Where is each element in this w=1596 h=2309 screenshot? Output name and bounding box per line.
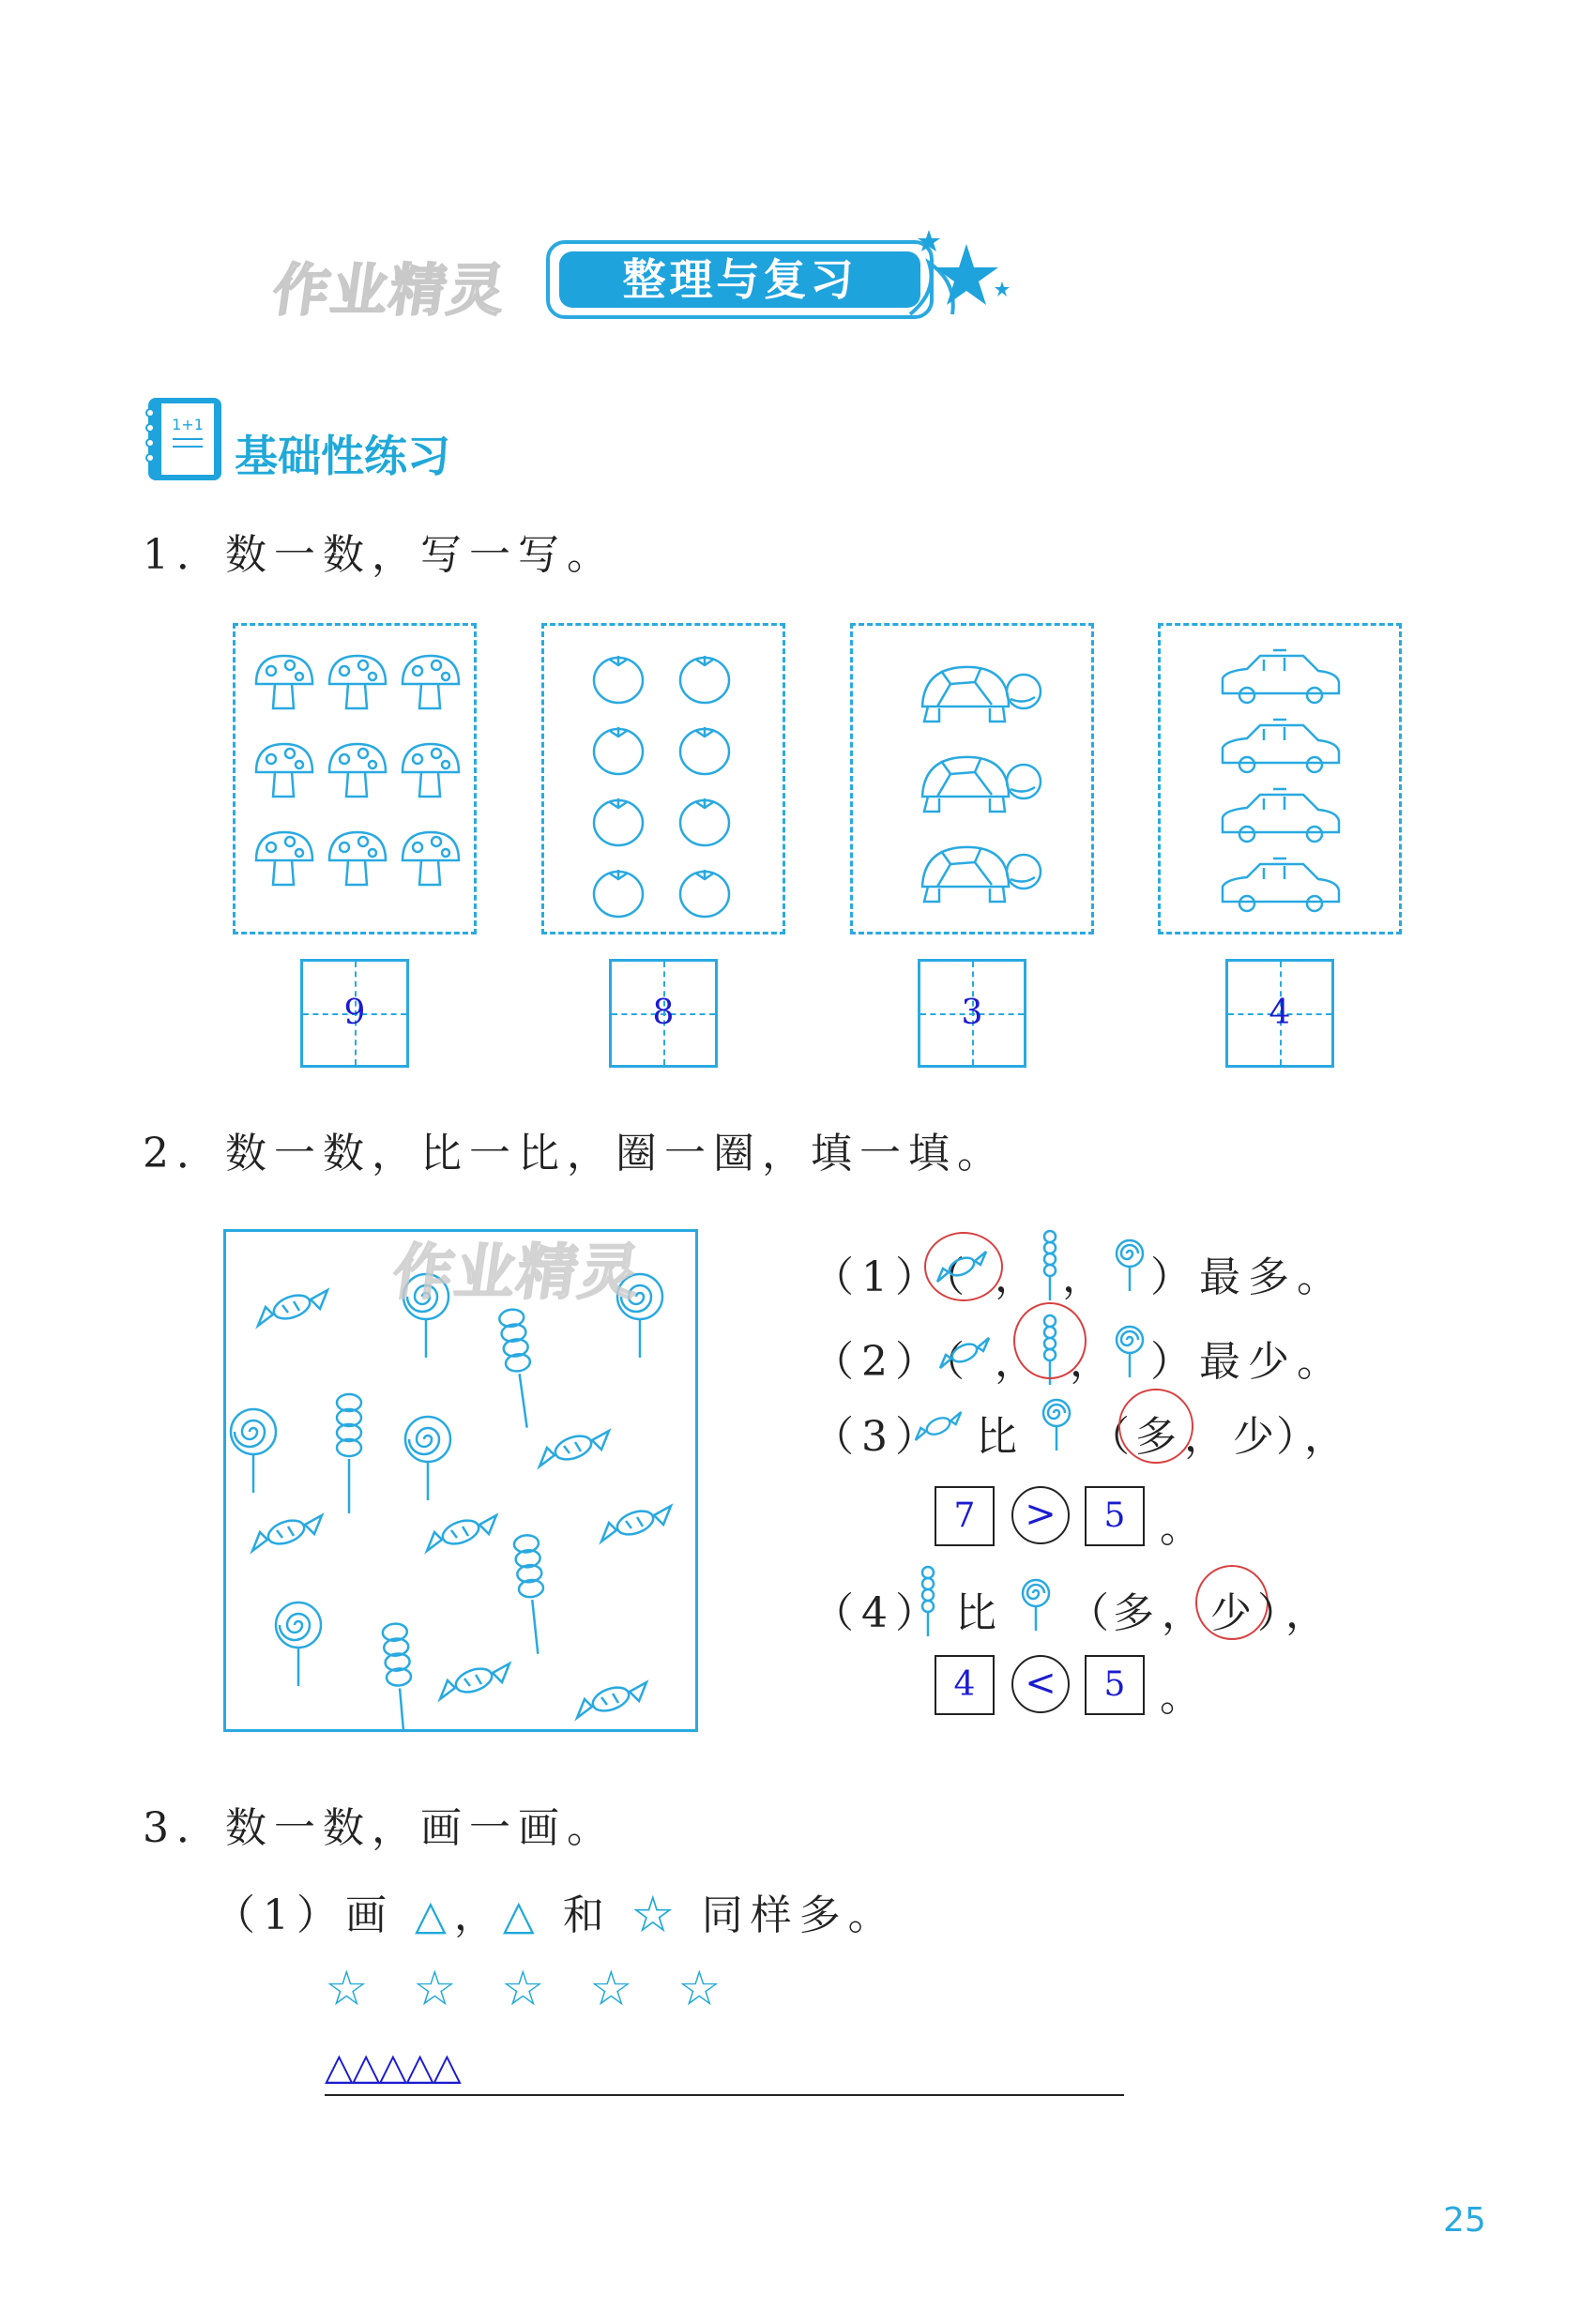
star-icon: ☆: [325, 1961, 369, 2017]
mushroom-icon: [403, 832, 459, 885]
star-icon: ☆: [413, 1961, 457, 2017]
star-icon: ☆: [677, 1961, 722, 2017]
candy-icon: [258, 1290, 327, 1326]
q1-box-mushrooms: [233, 623, 477, 934]
q2-p4-prefix: （4）: [813, 1589, 944, 1637]
q2-p4-sep: ，: [1162, 1589, 1210, 1637]
skewer-icon: [382, 1623, 417, 1729]
tomato-icon: [544, 626, 783, 932]
turtle-icon: [922, 847, 1041, 902]
q1-box-cars: [1158, 623, 1402, 934]
banner: [546, 240, 934, 319]
candy-icon: [577, 1682, 646, 1718]
q2-p4-duo: 多: [1113, 1589, 1162, 1637]
tomato-icon: [594, 656, 643, 703]
triangle-icon: △: [502, 1891, 542, 1939]
lollipop-icon: [1040, 1396, 1073, 1452]
q2-p3-close: ），: [1276, 1413, 1353, 1461]
q2-p4-close: ），: [1257, 1589, 1334, 1637]
tomato-icon: [594, 870, 643, 917]
q1-answer-box[interactable]: [918, 959, 1026, 1068]
triangle-icon: △: [415, 1891, 454, 1939]
q2-p4-right-box[interactable]: 5: [1085, 1655, 1145, 1715]
turtle-icon: [922, 757, 1041, 812]
tomato-icon: [594, 798, 643, 845]
q2-p3-period: 。: [1160, 1504, 1208, 1552]
q2-prompt: 2．数一数，比一比，圈一圈，填一填。: [143, 1130, 1006, 1177]
q1-answer: 4: [1269, 994, 1291, 1032]
mushroom-icon: [256, 656, 312, 708]
q2-p3-shao: 少: [1233, 1413, 1282, 1461]
mushroom-icon: [329, 656, 386, 708]
lollipop-icon: [1113, 1323, 1147, 1379]
turtle-icon: [853, 626, 1091, 932]
q2-p4-shao: 少: [1210, 1589, 1259, 1637]
banner-title: 整理与复习: [559, 251, 920, 308]
q2-p3-right-box[interactable]: 5: [1085, 1486, 1145, 1546]
lollipop-icon: [1113, 1237, 1147, 1293]
star-decoration-icon: [901, 225, 1013, 328]
star-icon: ☆: [589, 1961, 633, 2017]
tomato-icon: [680, 870, 729, 917]
q2-p1-comma: ，: [995, 1253, 1043, 1301]
q2-p2-prefix: （2）（: [813, 1338, 972, 1386]
q1-answer: 9: [343, 994, 366, 1032]
q2-p4-sign-circle[interactable]: <: [1011, 1655, 1070, 1713]
tomato-icon: [680, 798, 729, 845]
q2-p4-period: 。: [1160, 1673, 1208, 1721]
lollipop-icon: [276, 1603, 321, 1686]
answer-circle: [924, 1232, 1003, 1301]
mushroom-icon: [256, 832, 312, 885]
q2-p4-left-box[interactable]: 4: [935, 1655, 995, 1715]
car-icon: [1223, 650, 1339, 703]
lollipop-icon: [1019, 1576, 1053, 1633]
lollipop-icon: [405, 1417, 450, 1500]
car-icon: [1223, 789, 1339, 842]
q2-p3-open: （: [1088, 1413, 1137, 1461]
q2-p3-duo: 多: [1135, 1413, 1184, 1461]
page-number: 25: [1443, 2201, 1486, 2240]
q2-watermark: 作业精灵: [388, 1238, 646, 1308]
mushroom-icon: [403, 744, 459, 797]
q3-sub1-prefix: （1）画: [214, 1891, 394, 1939]
q2-p1-suffix: ）最多。: [1150, 1253, 1345, 1301]
star-row: [325, 1961, 766, 2017]
candy-icon: [601, 1506, 671, 1542]
skewer-icon: [1036, 1227, 1064, 1302]
candy-icon: [252, 1515, 322, 1551]
lollipop-icon: [231, 1409, 276, 1493]
q3-answer-triangles: △△△△△: [325, 2045, 460, 2089]
skewer-icon: [498, 1308, 539, 1429]
car-icon: [1223, 858, 1339, 911]
q2-p1-comma: ，: [1062, 1253, 1111, 1301]
tomato-icon: [594, 727, 643, 774]
star-icon: ☆: [631, 1891, 681, 1939]
q2-p2-suffix: ）最少。: [1150, 1338, 1345, 1386]
header-watermark: 作业精灵: [268, 258, 511, 324]
q3-sub1-suffix: 同样多。: [701, 1891, 897, 1939]
candy-icon: [427, 1515, 496, 1551]
q2-p4-bi: 比: [955, 1589, 1004, 1637]
q1-box-tomatoes: [541, 623, 785, 934]
q1-answer-box[interactable]: [609, 959, 718, 1068]
q1-answer-box[interactable]: [300, 959, 409, 1068]
candy-icon: [912, 1407, 965, 1445]
q2-p3-sign-circle[interactable]: >: [1011, 1486, 1070, 1544]
answer-line[interactable]: [325, 2094, 1124, 2096]
skewer-icon: [914, 1563, 942, 1638]
section-title: 基础性练习: [235, 431, 450, 481]
skewer-icon: [337, 1394, 361, 1513]
q1-prompt: 1．数一数，写一写。: [143, 531, 616, 579]
notebook-icon: [141, 394, 225, 484]
candy-icon: [936, 1334, 993, 1372]
tomato-icon: [680, 727, 729, 774]
mushroom-icon: [403, 656, 459, 708]
mushroom-icon: [236, 626, 474, 932]
q2-p4-open: （: [1068, 1589, 1117, 1637]
notebook-icon-text: 1+1: [172, 416, 204, 433]
q3-prompt: 3．数一数，画一画。: [143, 1804, 616, 1852]
skewer-icon: [513, 1534, 550, 1655]
star-icon: ☆: [501, 1961, 545, 2017]
car-icon: [1161, 626, 1399, 932]
q2-p3-bi: 比: [976, 1413, 1025, 1461]
q2-p2-comma: ，: [995, 1338, 1043, 1386]
q2-p2-comma: ，: [1070, 1338, 1118, 1386]
mushroom-icon: [329, 744, 386, 797]
mushroom-icon: [256, 744, 312, 797]
q3-sub1-comma: ，: [453, 1891, 503, 1939]
candy-icon: [440, 1663, 509, 1699]
q2-p3-left-box[interactable]: 7: [935, 1486, 995, 1546]
tomato-icon: [680, 656, 729, 703]
turtle-icon: [922, 667, 1041, 722]
q3-sub1: [214, 1881, 897, 1941]
q1-answer: 8: [652, 994, 675, 1032]
q2-p3-prefix: （3）: [813, 1413, 944, 1461]
q2-p3-sep: ，: [1184, 1413, 1233, 1461]
candy-icon: [540, 1431, 609, 1466]
q1-answer: 3: [961, 994, 983, 1032]
q3-sub1-and: 和: [562, 1891, 612, 1939]
car-icon: [1223, 720, 1339, 772]
q2-p1-prefix: （1）（: [813, 1253, 972, 1301]
q1-answer-box[interactable]: [1225, 959, 1334, 1068]
q1-box-turtles: [850, 623, 1094, 934]
answer-circle: [1118, 1389, 1193, 1464]
mushroom-icon: [329, 832, 386, 885]
